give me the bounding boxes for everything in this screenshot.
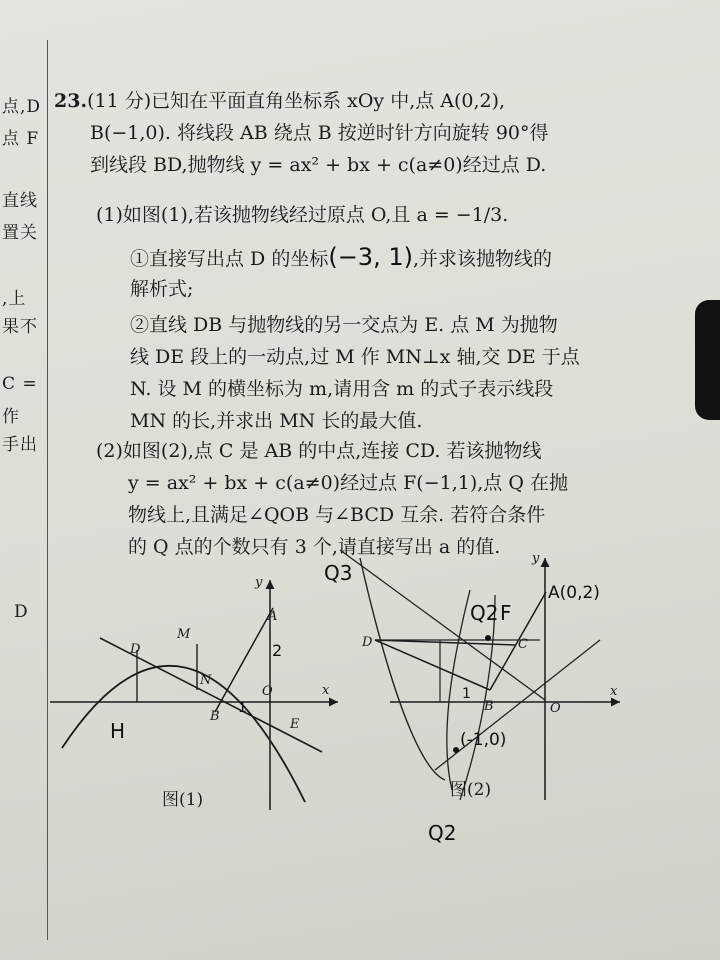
- margin-text: 置关: [2, 223, 38, 243]
- fig1-label-a: A: [268, 609, 278, 624]
- margin-text: 手出: [2, 435, 38, 455]
- problem-line: [54, 88, 505, 114]
- fig1-caption: 图(1): [162, 790, 204, 810]
- part2-line: y = ax² + bx + c(a≠0)经过点 F(−1,1),点 Q 在抛: [128, 472, 568, 494]
- fig1-label-d: D: [130, 642, 141, 657]
- fig1-label-e: E: [290, 717, 300, 732]
- fig2-handwritten-q2-bottom: Q2: [428, 821, 457, 845]
- fig1-handwritten-h: H: [110, 719, 126, 743]
- figure-2: [324, 550, 620, 845]
- margin-text: 作: [2, 407, 20, 427]
- fig2-handwritten-line: [435, 640, 600, 770]
- figure-1: [50, 575, 338, 810]
- margin-text: C =: [2, 374, 38, 394]
- fig1-label-b: B: [210, 709, 220, 724]
- figures-svg: [40, 540, 700, 870]
- margin-text: 点 F: [2, 129, 40, 149]
- part1-sub2-line: MN 的长,并求出 MN 长的最大值.: [130, 410, 423, 432]
- fig1-handwritten-1: 1: [238, 700, 247, 716]
- margin-text: ,上: [2, 289, 27, 309]
- fig2-caption: 图(2): [450, 780, 492, 800]
- handwritten-answer: (−3, 1): [328, 243, 413, 271]
- part1-sub1-line: [130, 244, 552, 272]
- fig1-label-x: x: [322, 683, 330, 698]
- fig2-handwritten-point: (-1,0): [460, 730, 507, 750]
- margin-text: 果不: [2, 317, 38, 337]
- fig2-handwritten-q2: Q2: [470, 601, 499, 625]
- fig2-handwritten-line: [340, 550, 545, 700]
- fig2-label-y: y: [532, 551, 540, 566]
- problem-line: B(−1,0). 将线段 AB 绕点 B 按逆时针方向旋转 90°得: [90, 122, 549, 144]
- fig2-label-d: D: [362, 635, 373, 650]
- sub1-text: ①直接写出点 D 的坐标: [130, 248, 329, 270]
- fig2-point: [453, 747, 459, 753]
- fig2-handwritten-1: 1: [462, 686, 471, 702]
- fig1-label-o: O: [262, 684, 273, 699]
- part1-sub1-line: 解析式;: [130, 278, 194, 300]
- problem-line: 到线段 BD,抛物线 y = ax² + bx + c(a≠0)经过点 D.: [90, 154, 547, 176]
- fig1-label-n: N: [200, 673, 212, 688]
- fig2-line-dc: [375, 640, 515, 645]
- question-number: 23.: [54, 90, 88, 112]
- fig1-label-y: y: [255, 575, 263, 590]
- margin-text: 点,D: [2, 97, 42, 117]
- part2-line: 的 Q 点的个数只有 3 个,请直接写出 a 的值.: [128, 536, 501, 558]
- part2-line: 物线上,且满足∠QOB 与∠BCD 互余. 若符合条件: [128, 504, 546, 526]
- fig2-point-f: [485, 635, 491, 641]
- fig2-label-x: x: [610, 684, 618, 699]
- figures-area: [40, 540, 700, 870]
- margin-text: 直线: [2, 191, 38, 211]
- fig2-handwritten-curve: [360, 558, 445, 780]
- fig2-handwritten-f: F: [500, 601, 512, 625]
- fig2-handwritten-q3: Q3: [324, 561, 353, 585]
- fig2-label-o: O: [550, 701, 561, 716]
- fig1-label-m: M: [177, 627, 191, 642]
- dark-clip: [695, 300, 720, 420]
- fig2-label-b: B: [484, 699, 494, 714]
- fig2-label-a: A(0,2): [548, 583, 600, 603]
- margin-text: D: [14, 602, 29, 622]
- part1-line: (1)如图(1),若该抛物线经过原点 O,且 a = −1/3.: [96, 204, 509, 226]
- part1-sub2-line: 线 DE 段上的一动点,过 M 作 MN⊥x 轴,交 DE 于点: [130, 346, 580, 368]
- fig1-handwritten-2: 2: [272, 641, 283, 660]
- problem-text: (11 分)已知在平面直角坐标系 xOy 中,点 A(0,2),: [87, 90, 506, 112]
- part1-sub2-line: ②直线 DB 与抛物线的另一交点为 E. 点 M 为抛物: [130, 314, 558, 336]
- part1-sub2-line: N. 设 M 的横坐标为 m,请用含 m 的式子表示线段: [130, 378, 554, 400]
- sub1-text: ,并求该抛物线的: [412, 248, 553, 270]
- fig2-label-c: C: [518, 637, 528, 652]
- part2-line: (2)如图(2),点 C 是 AB 的中点,连接 CD. 若该抛物线: [96, 440, 542, 462]
